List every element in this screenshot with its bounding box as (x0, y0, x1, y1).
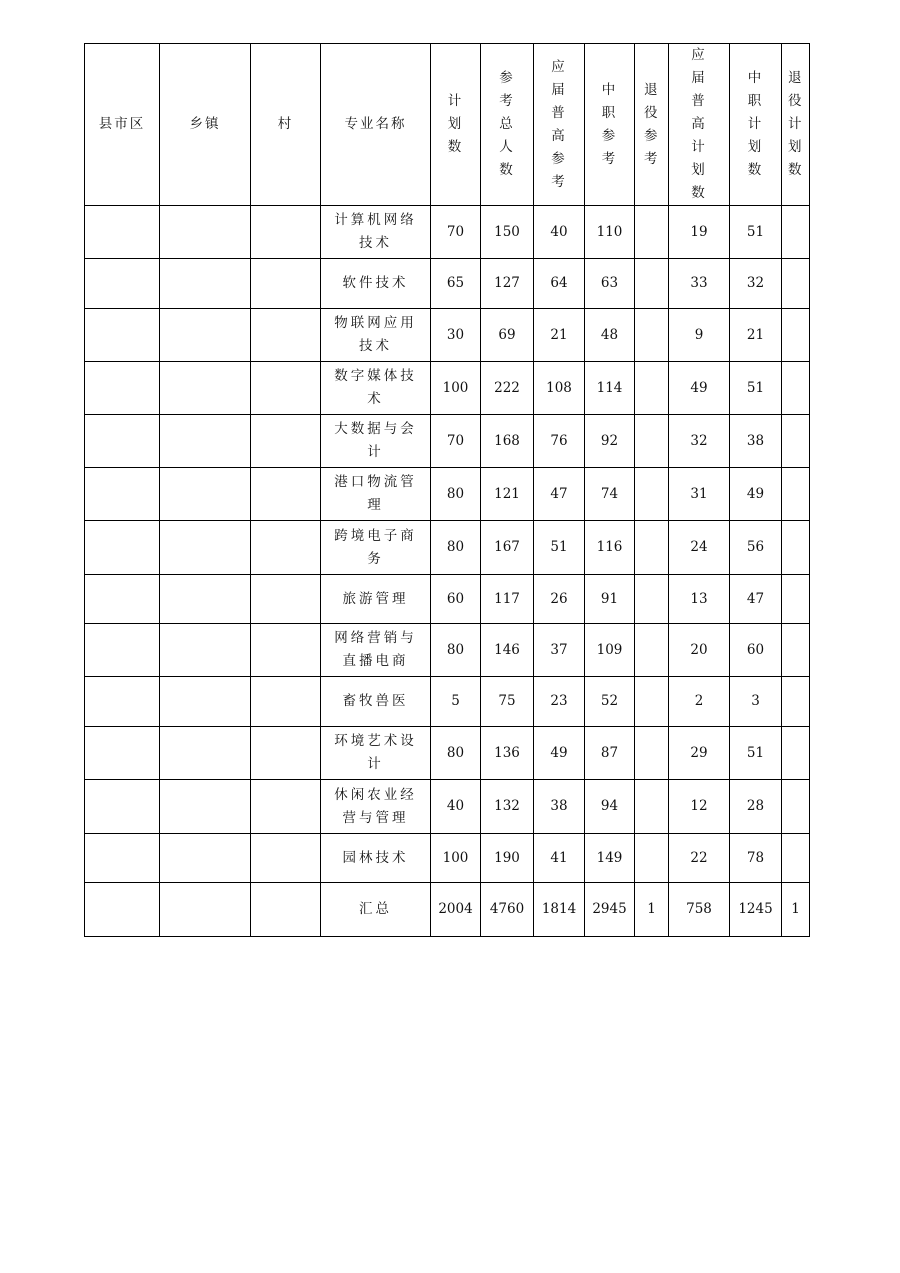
total-cell: 146 (481, 624, 534, 677)
veteran-cell (635, 415, 669, 468)
county-cell (85, 834, 160, 883)
fresh-grad-cell: 64 (534, 259, 585, 309)
plan-cell: 80 (431, 468, 481, 521)
county-cell (85, 727, 160, 780)
county-cell (85, 206, 160, 259)
major-name-cell: 数字媒体技术 (321, 362, 431, 415)
plan-cell: 80 (431, 521, 481, 575)
total-cell: 121 (481, 468, 534, 521)
veteran-plan-cell (782, 727, 810, 780)
table-row (85, 834, 810, 883)
fresh-grad-plan-cell: 758 (669, 883, 730, 937)
village-cell (251, 677, 321, 727)
fresh-grad-plan-cell: 9 (669, 309, 730, 362)
header-veteran-plan: 退役计划数 (782, 44, 810, 206)
vocational-cell: 94 (585, 780, 635, 834)
village-cell (251, 468, 321, 521)
header-total-examinees: 参考总人数 (481, 44, 534, 206)
total-cell: 168 (481, 415, 534, 468)
county-cell (85, 677, 160, 727)
total-cell: 222 (481, 362, 534, 415)
vocational-cell: 87 (585, 727, 635, 780)
veteran-cell (635, 727, 669, 780)
vocational-plan-cell: 3 (730, 677, 782, 727)
total-cell: 127 (481, 259, 534, 309)
vocational-cell: 149 (585, 834, 635, 883)
village-cell (251, 206, 321, 259)
fresh-grad-plan-cell: 24 (669, 521, 730, 575)
county-cell (85, 415, 160, 468)
major-name-cell: 园林技术 (321, 834, 431, 883)
major-name-cell: 软件技术 (321, 259, 431, 309)
table-row (85, 521, 810, 575)
fresh-grad-cell: 41 (534, 834, 585, 883)
county-cell (85, 468, 160, 521)
table-row (85, 677, 810, 727)
veteran-plan-cell (782, 362, 810, 415)
fresh-grad-plan-cell: 31 (669, 468, 730, 521)
vocational-cell: 110 (585, 206, 635, 259)
veteran-cell: 1 (635, 883, 669, 937)
plan-cell: 80 (431, 727, 481, 780)
header-row (85, 44, 810, 206)
veteran-plan-cell (782, 415, 810, 468)
county-cell (85, 259, 160, 309)
table-row (85, 727, 810, 780)
vocational-cell: 74 (585, 468, 635, 521)
fresh-grad-plan-cell: 19 (669, 206, 730, 259)
town-cell (160, 575, 251, 624)
fresh-grad-plan-cell: 29 (669, 727, 730, 780)
fresh-grad-plan-cell: 2 (669, 677, 730, 727)
vocational-cell: 91 (585, 575, 635, 624)
vocational-cell: 116 (585, 521, 635, 575)
header-vocational-plan: 中职计划数 (730, 44, 782, 206)
vocational-cell: 92 (585, 415, 635, 468)
major-name-cell: 环境艺术设计 (321, 727, 431, 780)
total-cell: 150 (481, 206, 534, 259)
town-cell (160, 259, 251, 309)
header-county: 县市区 (85, 44, 160, 206)
county-cell (85, 780, 160, 834)
major-name-cell: 旅游管理 (321, 575, 431, 624)
plan-cell: 80 (431, 624, 481, 677)
major-name-cell: 大数据与会计 (321, 415, 431, 468)
fresh-grad-cell: 26 (534, 575, 585, 624)
major-name-cell: 计算机网络技术 (321, 206, 431, 259)
veteran-cell (635, 206, 669, 259)
village-cell (251, 883, 321, 937)
total-cell: 75 (481, 677, 534, 727)
village-cell (251, 415, 321, 468)
vocational-plan-cell: 1245 (730, 883, 782, 937)
plan-cell: 70 (431, 206, 481, 259)
town-cell (160, 727, 251, 780)
total-cell: 69 (481, 309, 534, 362)
table-row (85, 309, 810, 362)
village-cell (251, 624, 321, 677)
town-cell (160, 362, 251, 415)
village-cell (251, 521, 321, 575)
veteran-cell (635, 259, 669, 309)
vocational-plan-cell: 56 (730, 521, 782, 575)
veteran-plan-cell (782, 259, 810, 309)
major-name-cell: 网络营销与直播电商 (321, 624, 431, 677)
data-table (84, 43, 810, 937)
town-cell (160, 309, 251, 362)
veteran-plan-cell (782, 206, 810, 259)
town-cell (160, 415, 251, 468)
total-cell: 117 (481, 575, 534, 624)
vocational-cell: 52 (585, 677, 635, 727)
fresh-grad-cell: 47 (534, 468, 585, 521)
plan-cell: 2004 (431, 883, 481, 937)
header-town: 乡镇 (160, 44, 251, 206)
veteran-cell (635, 309, 669, 362)
vocational-plan-cell: 21 (730, 309, 782, 362)
fresh-grad-plan-cell: 33 (669, 259, 730, 309)
vocational-cell: 48 (585, 309, 635, 362)
village-cell (251, 834, 321, 883)
town-cell (160, 677, 251, 727)
plan-cell: 100 (431, 834, 481, 883)
county-cell (85, 309, 160, 362)
table-row (85, 362, 810, 415)
major-name-cell: 物联网应用技术 (321, 309, 431, 362)
fresh-grad-plan-cell: 20 (669, 624, 730, 677)
fresh-grad-cell: 40 (534, 206, 585, 259)
total-cell: 190 (481, 834, 534, 883)
veteran-plan-cell (782, 468, 810, 521)
village-cell (251, 727, 321, 780)
fresh-grad-cell: 108 (534, 362, 585, 415)
veteran-plan-cell (782, 834, 810, 883)
veteran-plan-cell (782, 780, 810, 834)
county-cell (85, 575, 160, 624)
table-row (85, 780, 810, 834)
village-cell (251, 309, 321, 362)
fresh-grad-cell: 23 (534, 677, 585, 727)
veteran-plan-cell (782, 575, 810, 624)
header-veteran-examinees: 退役参考 (635, 44, 669, 206)
veteran-cell (635, 575, 669, 624)
plan-cell: 5 (431, 677, 481, 727)
vocational-plan-cell: 51 (730, 362, 782, 415)
veteran-plan-cell (782, 309, 810, 362)
town-cell (160, 780, 251, 834)
major-name-cell: 休闲农业经营与管理 (321, 780, 431, 834)
town-cell (160, 834, 251, 883)
veteran-plan-cell (782, 677, 810, 727)
veteran-cell (635, 677, 669, 727)
village-cell (251, 780, 321, 834)
county-cell (85, 883, 160, 937)
table-row (85, 415, 810, 468)
vocational-plan-cell: 78 (730, 834, 782, 883)
major-name-cell: 跨境电子商务 (321, 521, 431, 575)
table-row (85, 468, 810, 521)
plan-cell: 70 (431, 415, 481, 468)
fresh-grad-cell: 49 (534, 727, 585, 780)
village-cell (251, 575, 321, 624)
town-cell (160, 468, 251, 521)
veteran-plan-cell (782, 521, 810, 575)
total-cell: 4760 (481, 883, 534, 937)
summary-row (85, 883, 810, 937)
veteran-cell (635, 362, 669, 415)
header-village: 村 (251, 44, 321, 206)
fresh-grad-plan-cell: 13 (669, 575, 730, 624)
vocational-plan-cell: 47 (730, 575, 782, 624)
table-row (85, 624, 810, 677)
town-cell (160, 883, 251, 937)
vocational-cell: 114 (585, 362, 635, 415)
fresh-grad-cell: 1814 (534, 883, 585, 937)
village-cell (251, 259, 321, 309)
vocational-plan-cell: 32 (730, 259, 782, 309)
county-cell (85, 521, 160, 575)
vocational-plan-cell: 60 (730, 624, 782, 677)
plan-cell: 100 (431, 362, 481, 415)
village-cell (251, 362, 321, 415)
fresh-grad-cell: 38 (534, 780, 585, 834)
plan-cell: 60 (431, 575, 481, 624)
veteran-cell (635, 624, 669, 677)
veteran-cell (635, 780, 669, 834)
veteran-plan-cell (782, 624, 810, 677)
town-cell (160, 206, 251, 259)
header-major-name: 专业名称 (321, 44, 431, 206)
plan-cell: 65 (431, 259, 481, 309)
plan-cell: 40 (431, 780, 481, 834)
veteran-cell (635, 468, 669, 521)
vocational-plan-cell: 28 (730, 780, 782, 834)
major-name-cell: 畜牧兽医 (321, 677, 431, 727)
vocational-plan-cell: 49 (730, 468, 782, 521)
fresh-grad-plan-cell: 22 (669, 834, 730, 883)
fresh-grad-plan-cell: 12 (669, 780, 730, 834)
total-cell: 136 (481, 727, 534, 780)
vocational-cell: 2945 (585, 883, 635, 937)
major-name-cell: 港口物流管理 (321, 468, 431, 521)
veteran-cell (635, 834, 669, 883)
fresh-grad-cell: 21 (534, 309, 585, 362)
table-row (85, 575, 810, 624)
fresh-grad-cell: 37 (534, 624, 585, 677)
town-cell (160, 624, 251, 677)
veteran-plan-cell: 1 (782, 883, 810, 937)
county-cell (85, 362, 160, 415)
fresh-grad-plan-cell: 49 (669, 362, 730, 415)
veteran-cell (635, 521, 669, 575)
fresh-grad-cell: 76 (534, 415, 585, 468)
vocational-plan-cell: 51 (730, 727, 782, 780)
table-row (85, 206, 810, 259)
total-cell: 132 (481, 780, 534, 834)
vocational-plan-cell: 51 (730, 206, 782, 259)
header-plan-count: 计划数 (431, 44, 481, 206)
major-name-cell: 汇总 (321, 883, 431, 937)
table-row (85, 259, 810, 309)
total-cell: 167 (481, 521, 534, 575)
header-vocational-examinees: 中职参考 (585, 44, 635, 206)
vocational-plan-cell: 38 (730, 415, 782, 468)
header-fresh-grad-plan: 应届普高计划数 (669, 44, 730, 206)
header-fresh-grad-examinees: 应届普高参考 (534, 44, 585, 206)
town-cell (160, 521, 251, 575)
county-cell (85, 624, 160, 677)
fresh-grad-plan-cell: 32 (669, 415, 730, 468)
vocational-cell: 109 (585, 624, 635, 677)
plan-cell: 30 (431, 309, 481, 362)
fresh-grad-cell: 51 (534, 521, 585, 575)
vocational-cell: 63 (585, 259, 635, 309)
